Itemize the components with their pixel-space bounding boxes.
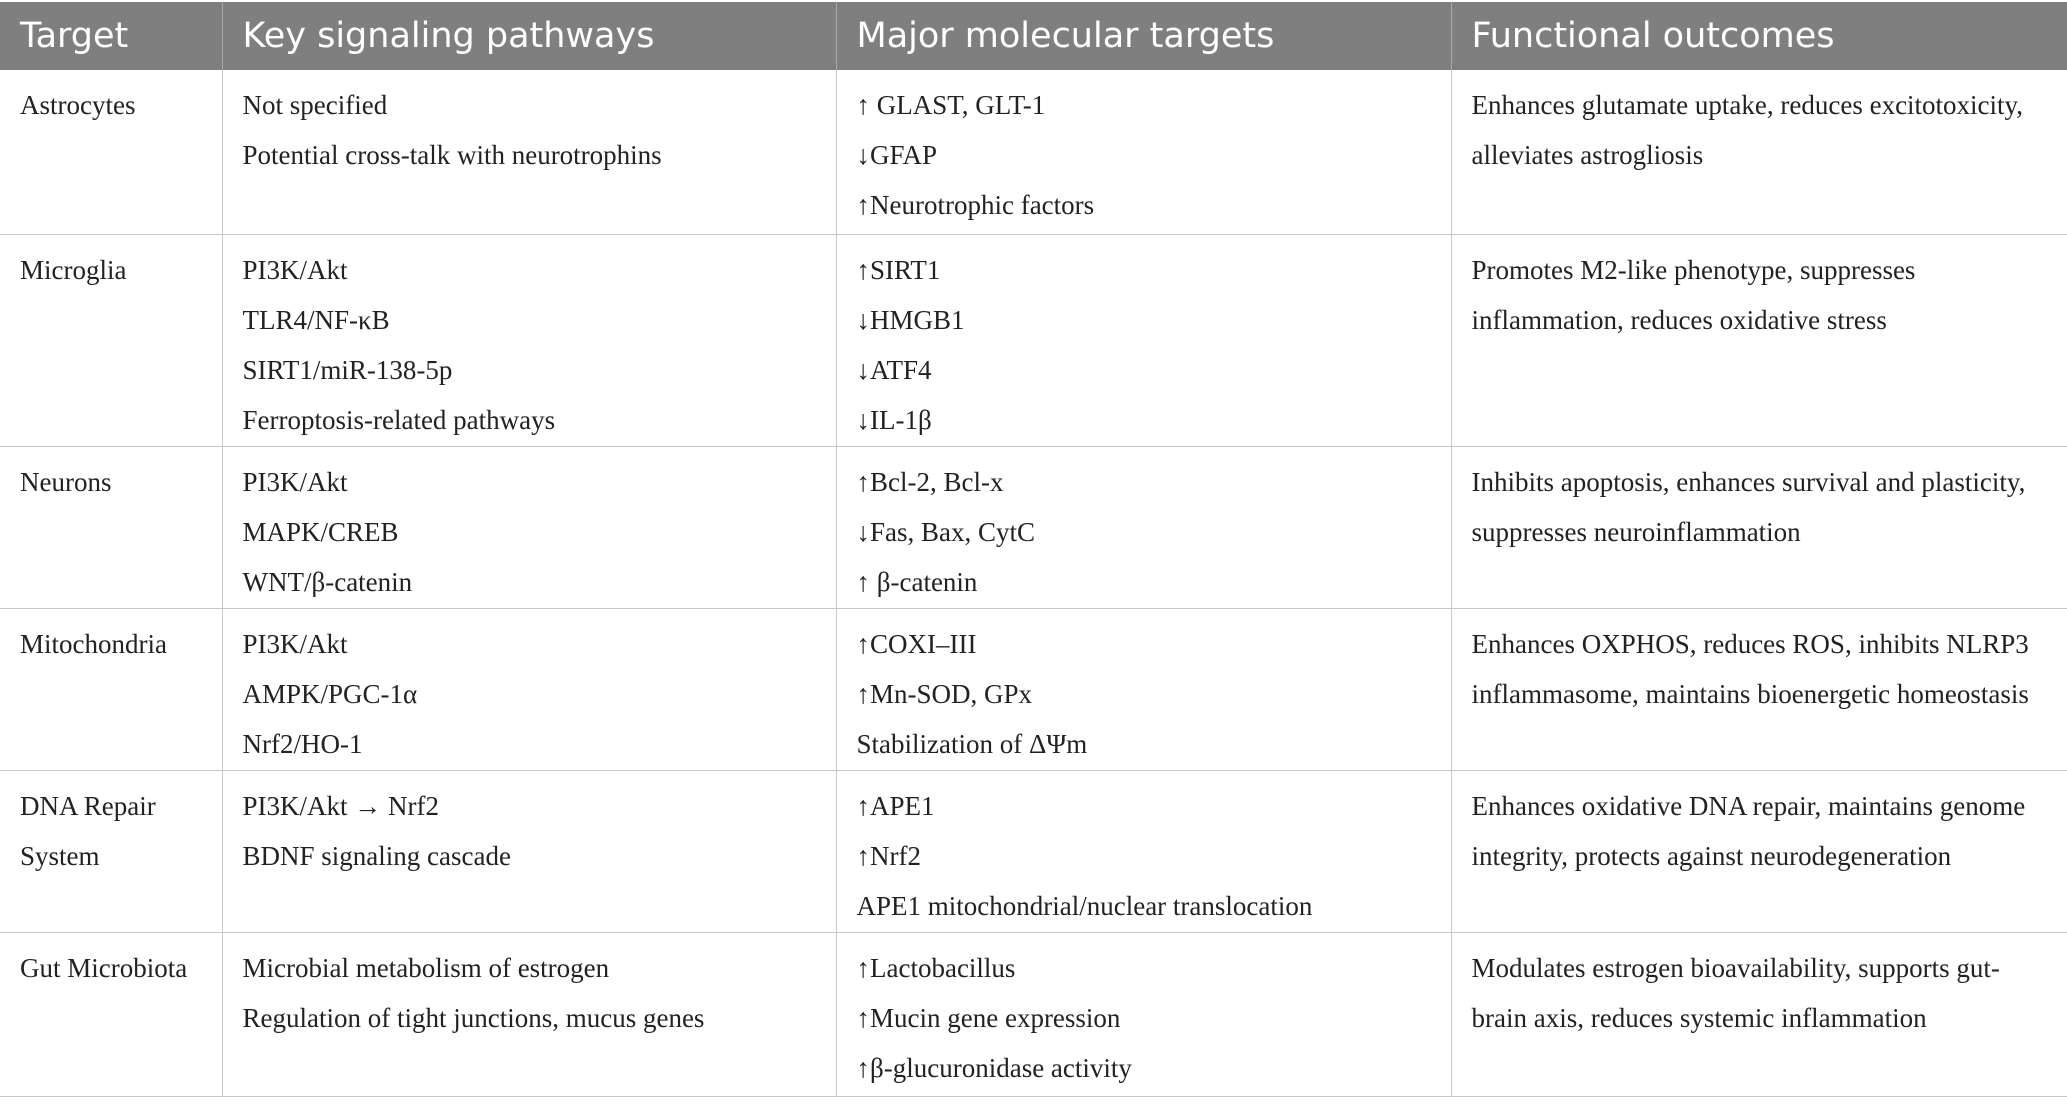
pathway-item: PI3K/Akt: [242, 628, 348, 659]
molecular-cell: [836, 932, 1451, 1096]
molecular-item: APE1 mitochondrial/nuclear translocation: [856, 890, 1313, 921]
molecular-item: ↑APE1: [856, 790, 935, 821]
pathways-cell: [222, 608, 836, 770]
pathway-item: SIRT1/miR-138-5p: [242, 354, 453, 385]
outcomes-cell: [1451, 770, 2067, 932]
target-cell: [0, 446, 222, 608]
molecular-cell: [836, 608, 1451, 770]
target-label: Astrocytes: [20, 90, 136, 120]
pathway-item: Not specified: [242, 90, 388, 120]
outcomes-cell: [1451, 932, 2067, 1096]
molecular-item: ↑COXI–III: [856, 628, 977, 659]
molecular-cell: [836, 770, 1451, 932]
target-cell: [0, 70, 222, 234]
outcomes-cell: [1451, 70, 2067, 234]
target-label: Microglia: [20, 254, 127, 285]
pathway-item: BDNF signaling cascade: [242, 840, 511, 871]
pathways-cell: [222, 70, 836, 234]
molecular-item: ↑SIRT1: [856, 254, 941, 285]
molecular-item: Stabilization of ΔΨm: [856, 728, 1088, 759]
molecular-item: ↓Fas, Bax, CytC: [856, 516, 1036, 547]
pathways-cell: [222, 234, 836, 446]
table-row: [0, 70, 2067, 234]
header-target: Target: [0, 2, 222, 70]
pathways-cell: [222, 446, 836, 608]
molecular-item: ↑Lactobacillus: [856, 952, 1016, 983]
pathway-item: Ferroptosis-related pathways: [242, 404, 556, 435]
pathway-item: WNT/β-catenin: [242, 566, 413, 597]
molecular-item: ↑ β-catenin: [856, 566, 978, 597]
header-row: [0, 2, 2067, 70]
pathway-item: PI3K/Akt: [242, 254, 348, 285]
outcomes-cell: [1451, 234, 2067, 446]
pathways-cell: [222, 770, 836, 932]
molecular-cell: [836, 446, 1451, 608]
outcome-text: Enhances OXPHOS, reduces ROS, inhibits NLRP3 inflammasome, maintains bioenergetic homeostasis: [1471, 628, 2029, 709]
target-label: DNA Repair System: [20, 790, 156, 871]
molecular-item: ↓GFAP: [856, 140, 938, 170]
pathway-item: Microbial metabolism of estrogen: [242, 952, 610, 983]
molecular-item: ↓ATF4: [856, 354, 932, 385]
molecular-cell: [836, 70, 1451, 234]
table-row: [0, 446, 2067, 608]
pathways-cell: [222, 932, 836, 1096]
molecular-item: ↑Mucin gene expression: [856, 1002, 1121, 1033]
pathway-item: PI3K/Akt: [242, 466, 348, 497]
molecular-item: ↑Neurotrophic factors: [856, 190, 1095, 220]
molecular-item: ↑Bcl-2, Bcl-x: [856, 466, 1004, 497]
molecular-cell: [836, 234, 1451, 446]
pathway-item: PI3K/Akt → Nrf2: [242, 790, 439, 821]
molecular-item: ↑Nrf2: [856, 840, 921, 871]
target-label: Mitochondria: [20, 628, 167, 659]
molecular-item: ↓HMGB1: [856, 304, 965, 335]
molecular-item: ↑β-glucuronidase activity: [856, 1052, 1132, 1083]
molecular-item: ↓IL-1β: [856, 404, 932, 435]
pathway-item: Regulation of tight junctions, mucus genes: [242, 1002, 705, 1033]
outcome-text: Enhances glutamate uptake, reduces excitotoxicity, alleviates astrogliosis: [1471, 90, 2024, 170]
target-cell: [0, 770, 222, 932]
table-row: [0, 770, 2067, 932]
outcomes-cell: [1451, 608, 2067, 770]
target-label: Neurons: [20, 466, 112, 497]
outcome-text: Modulates estrogen bioavailability, supports gut-brain axis, reduces systemic inflammation: [1471, 952, 2000, 1033]
outcomes-cell: [1451, 446, 2067, 608]
molecular-item: ↑Mn-SOD, GPx: [856, 678, 1033, 709]
table-row: [0, 608, 2067, 770]
molecular-item: ↑ GLAST, GLT-1: [856, 90, 1046, 120]
pathway-item: Nrf2/HO-1: [242, 728, 363, 759]
header-molecular-targets: Major molecular targets: [836, 2, 1451, 70]
data-table: [0, 2, 2067, 1097]
table-row: [0, 234, 2067, 446]
outcome-text: Promotes M2-like phenotype, suppresses inflammation, reduces oxidative stress: [1471, 254, 1916, 335]
header-functional-outcomes: Functional outcomes: [1451, 2, 2067, 70]
pathway-item: TLR4/NF-κB: [242, 304, 390, 335]
target-cell: [0, 608, 222, 770]
pathway-item: AMPK/PGC-1α: [242, 678, 418, 709]
pathway-item: MAPK/CREB: [242, 516, 399, 547]
outcome-text: Inhibits apoptosis, enhances survival and plasticity, suppresses neuroinflammation: [1471, 466, 2026, 547]
outcome-text: Enhances oxidative DNA repair, maintains genome integrity, protects against neurodegeneration: [1471, 790, 2026, 871]
target-cell: [0, 932, 222, 1096]
table-row: [0, 932, 2067, 1096]
target-label: Gut Microbiota: [20, 952, 188, 983]
target-cell: [0, 234, 222, 446]
pathway-item: Potential cross-talk with neurotrophins: [242, 140, 662, 170]
header-pathways: Key signaling pathways: [222, 2, 836, 70]
